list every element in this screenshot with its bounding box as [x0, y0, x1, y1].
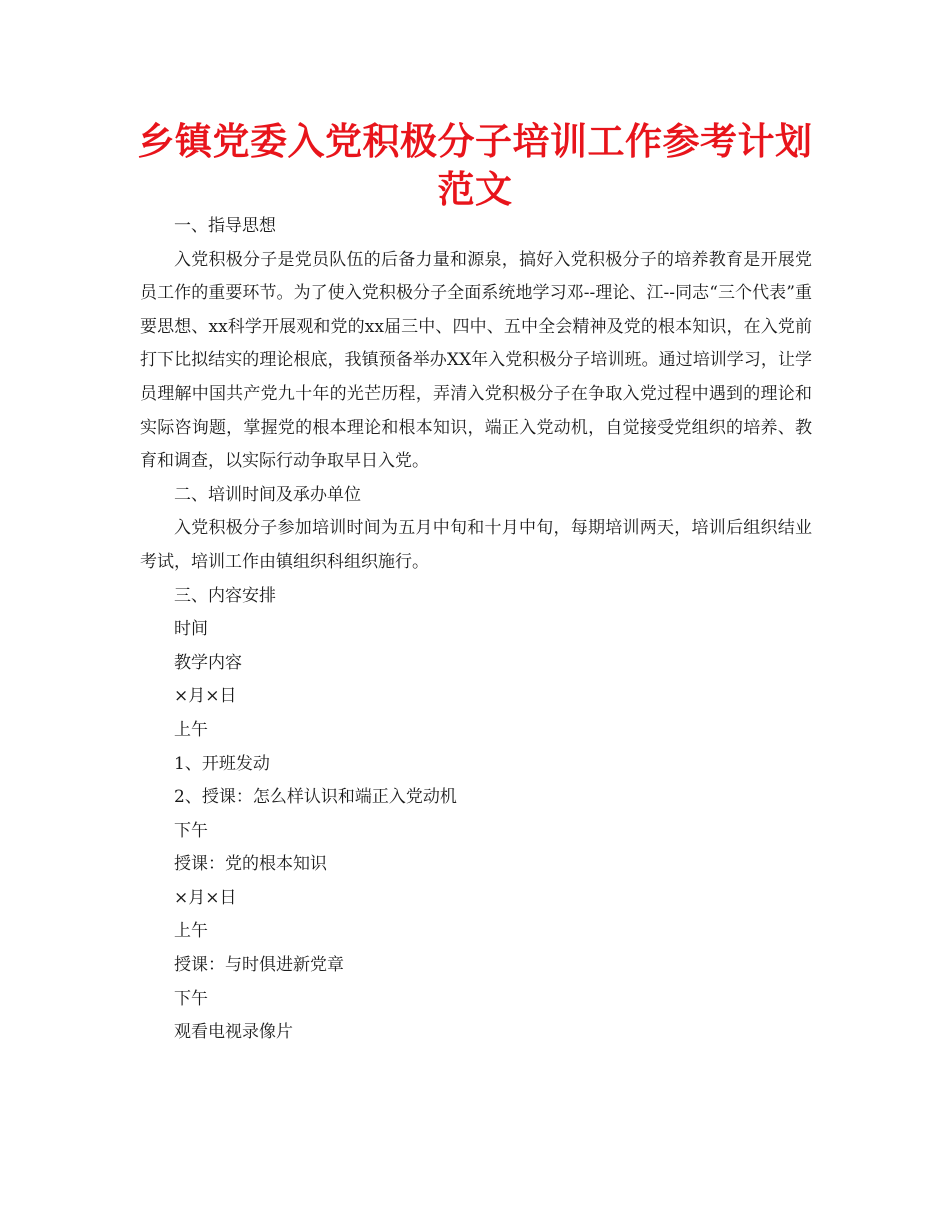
paragraph-training-time: 入党积极分子参加培训时间为五月中旬和十月中旬，每期培训两天，培训后组织结业考试，培训工作由镇组织科组织施行。 [140, 518, 812, 572]
schedule-line: 上午 [174, 719, 208, 740]
schedule-line: 1、开班发动 [174, 753, 270, 774]
schedule-line: 下午 [174, 988, 208, 1009]
schedule-line: 授课：与时俱进新党章 [174, 955, 344, 976]
schedule-line: ×月×日 [174, 887, 237, 908]
document-title: 乡镇党委入党积极分子培训工作参考计划范文 [137, 120, 813, 211]
section-heading-guiding-thought: 一、指导思想 [174, 216, 276, 236]
schedule-line: 下午 [174, 820, 208, 841]
schedule-line: 教学内容 [174, 652, 242, 673]
section-heading-training-time: 二、培训时间及承办单位 [174, 484, 361, 505]
schedule-line: 2、授课：怎么样认识和端正入党动机 [174, 787, 457, 808]
schedule-line: 授课：党的根本知识 [174, 854, 327, 875]
schedule-line: 时间 [174, 619, 208, 640]
section-heading-content-arrangement: 三、内容安排 [174, 585, 276, 606]
schedule-line: 上午 [174, 921, 208, 942]
paragraph-guiding-thought: 入党积极分子是党员队伍的后备力量和源泉，搞好入党积极分子的培养教育是开展党员工作的重要环节。为了使入党积极分子全面系统地学习邓--理论、江--同志“三个代表”重要思想、xx科学开展观和党的xx届三中、四中、五中全会精神及党的根本知识，在入党前打下比拟结实的理论根底，我镇预备举办XX年入党积极分子培训班。通过培训学习，让学员理解中国共产党九十年的光芒历程，弄清入党积极分子在争取入党过程中遇到的理论和实际咨询题，掌握党的根本理论和根本知识，端正入党动机，自觉接受党组织的培养、教育和调查，以实际行动争取早日入党。 [140, 249, 812, 472]
document-body [140, 210, 812, 1050]
schedule-line: ×月×日 [174, 686, 237, 707]
schedule-line: 观看电视录像片 [174, 1022, 293, 1043]
